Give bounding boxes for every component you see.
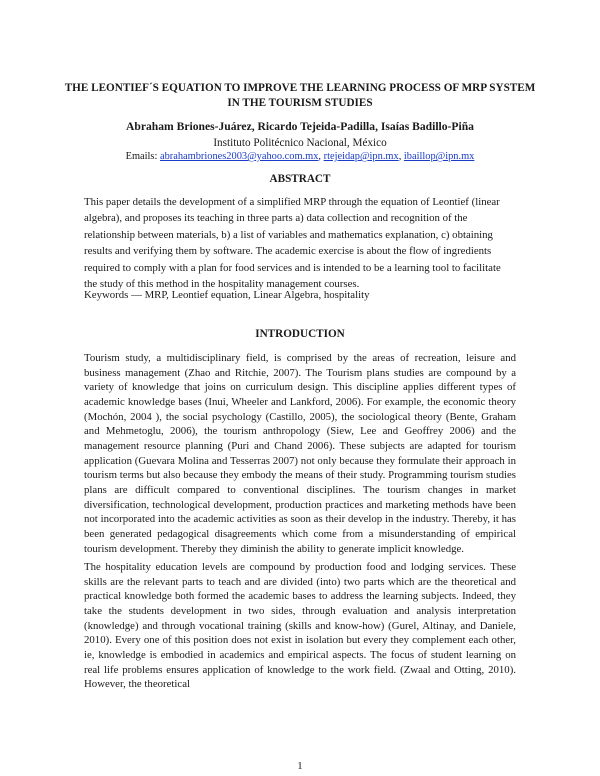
- email-link-1[interactable]: abrahambriones2003@yahoo.com.mx: [159, 151, 319, 162]
- introduction-heading: INTRODUCTION: [255, 328, 345, 340]
- email-link-2[interactable]: rtejeidap@ipn.mx: [323, 151, 399, 162]
- introduction-paragraph-2: The hospitality education levels are compound by production food and lodging services. These skills are the relevant parts to teach and are divided (into) two parts which are the theoretical and practical knowledge both formed the academic bases to address the learning subjects. Indeed, they take the students development in two sides, through evaluation and analysis interpretation (knowledge) and through vocational training (skills and know-how) (Gurel, Altinay, and Daniele, 2010). Every one of this position does not exist in isolation but every they complement each other, ie, knowledge is embodied in academics and empirical aspects. The focus of student learning on real life problems ensures application of knowledge to the work field. (Zwaal and Otting, 2010). However, the theoretical: [84, 561, 516, 691]
- abstract-heading: ABSTRACT: [269, 173, 331, 185]
- abstract-text: This paper details the development of a simplified MRP through the equation of Leontief (linear algebra), and proposes its teaching in three parts a) data collection and recognition of the relationship between materials, b) a list of variables and mathematics explanation, c) obtaining results and verifying them by software. The academic exercise is about the flow of ingredients required to comply with a plan for food services and is intended to be a learning tool to facilitate the study of this method in the hospitality management courses.: [84, 196, 501, 291]
- paper-title: THE LEONTIEF´S EQUATION TO IMPROVE THE LEARNING PROCESS OF MRP SYSTEM IN THE TOURISM STUDIES: [64, 82, 536, 109]
- author-list: Abraham Briones-Juárez, Ricardo Tejeida-Padilla, Isaías Badillo-Piña: [126, 120, 474, 133]
- email-separator: ,: [398, 151, 404, 162]
- email-line: [40, 150, 560, 164]
- page-number: 1: [297, 760, 303, 772]
- email-separator: ,: [318, 151, 324, 162]
- email-label: Emails:: [125, 151, 160, 162]
- institution: Instituto Politécnico Nacional, México: [213, 137, 387, 149]
- keywords: Keywords — MRP, Leontief equation, Linear Algebra, hospitality: [84, 289, 370, 301]
- introduction-paragraph-1: Tourism study, a multidisciplinary field, is comprised by the areas of recreation, leisure and business management (Zhao and Ritchie, 2007). The Tourism plans studies are compound by a variety of knowledge that joins on curriculum design. This discipline applies different types of academic knowledge bases (Inui, Wheeler and Lankford, 2006). For example, the economic theory (Mochón, 2004 ), the social psychology (Castillo, 2005), the sociological theory (Bente, Graham and Mehmetoglu, 2006), the tourism anthropology (Siew, Lee and Geoffrey 2006) and the management resource planning (Puri and Chand 2006). These subjects are adapted for tourism application (Guevara Molina and Tesserras 2007) not only because they formulate their approach in tourism terms but also because they embody the means of their study. Programming tourism studies plans are difficult compared to conventional disciplines. The tourism changes in market diversification, technological development, production practices and marketing methods have been not incorporated into the academic activities as soon as their develop in the industry. Thereby, it has been generated pedagogical disagreements which come from a misunderstanding of empirical tourism development. Thereby they diminish the ability to generate implicit knowledge.: [84, 352, 516, 555]
- email-link-3[interactable]: ibaillop@ipn.mx: [403, 151, 475, 162]
